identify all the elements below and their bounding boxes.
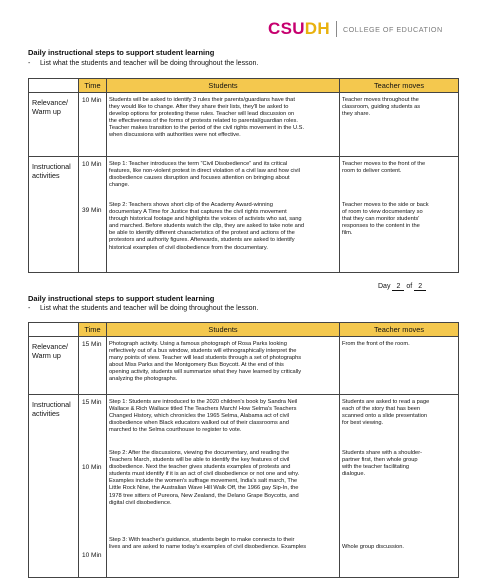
section-bullet-2 <box>28 305 258 312</box>
time-value: 10 Min <box>82 161 102 168</box>
time-value: 15 Min <box>82 399 102 406</box>
text-line: 1978 tree sitters of Pureora, New Zealand, the Delano Grape Boycotts, and <box>109 492 299 499</box>
logo-csu-text: CSU <box>268 19 305 38</box>
text-line: disobedience causes disruption and focuses attention on bringing about <box>109 175 290 182</box>
header-teacher-moves: Teacher moves <box>340 323 459 337</box>
text-line: Teacher makes transition to the period of the civil rights movement in the U.S. <box>109 125 305 132</box>
students-text <box>109 97 304 140</box>
students-cell <box>107 93 340 157</box>
table-row-instructional <box>29 395 459 578</box>
csudh-logo <box>268 20 443 38</box>
row-label <box>29 93 79 157</box>
table-row-instructional <box>29 157 459 273</box>
logo-dh-text: DH <box>304 19 330 38</box>
section-title-1: Daily instructional steps to support student learning <box>28 48 215 57</box>
teacher-text <box>342 97 420 118</box>
students-cell <box>107 395 340 578</box>
text-line: disobedience when Black educators walked out of their classrooms and <box>109 420 289 427</box>
bullet-dash: - <box>28 60 31 67</box>
text-line: Teacher moves throughout the <box>342 97 419 103</box>
header-time: Time <box>79 323 107 337</box>
text-line: Examples include the women's suffrage movement, India's salt march, The <box>109 478 298 485</box>
teacher-text <box>342 161 425 175</box>
teacher-text <box>342 202 429 237</box>
header-students: Students <box>107 79 340 93</box>
text-line: protestors and authority figures. Afterwards, students are asked to identify <box>109 237 295 244</box>
text-line: when discussions with authorities were not effective. <box>109 132 241 139</box>
table-row-relevance <box>29 337 459 395</box>
text-line: features, like non-violent protest in direct violation of a civil law and how civil <box>109 168 300 175</box>
text-line: room to deliver content. <box>342 168 402 175</box>
text-line: Step 2: Teachers shows short clip of the Academy Award-winning <box>109 202 273 208</box>
time-cell <box>79 337 107 395</box>
row-label-line: Warm up <box>32 107 61 116</box>
text-line: Teacher moves to the side or back <box>342 202 429 208</box>
text-line: historical examples of civil disobedience from the documentary. <box>109 244 268 251</box>
students-cell <box>107 337 340 395</box>
row-label-line: Relevance/ <box>32 98 68 107</box>
text-line: Step 1: Students are introduced to the 2020 children's book by Sandra Neil <box>109 399 298 405</box>
text-line: be able to identify different characteristics of the protest and actions of the <box>109 230 295 237</box>
text-line: for best viewing. <box>342 420 384 427</box>
text-line: opening activity, students will summarize what they have learned by critically <box>109 369 302 376</box>
text-line: From the front of the room. <box>342 341 410 347</box>
text-line: dialogue. <box>342 471 366 478</box>
of-label: of <box>406 283 413 290</box>
day-total: 2 <box>414 283 426 291</box>
text-line: many points of view. Teacher will lead students through a set of photographs <box>109 355 302 362</box>
bullet-text: List what the students and teacher will be doing throughout the lesson. <box>40 60 259 67</box>
text-line: develop options for protesting these rules. Teacher will lead discussion on <box>109 111 295 118</box>
teacher-cell <box>340 337 459 395</box>
row-label <box>29 337 79 395</box>
text-line: of room to view documentary so <box>342 209 423 216</box>
teacher-cell <box>340 395 459 578</box>
section-bullet-1 <box>28 60 258 67</box>
time-value: 10 Min <box>82 552 102 559</box>
text-line: Wallace & Rich Wallace titled The Teachers March! How Selma's Teachers <box>109 406 297 413</box>
teacher-text <box>342 450 422 478</box>
text-line: responses to the content in the <box>342 223 420 230</box>
text-line: film. <box>342 230 353 237</box>
time-cell <box>79 395 107 578</box>
time-cell <box>79 93 107 157</box>
lesson-table-1 <box>28 78 459 273</box>
text-line: Step 1: Teacher introduces the term “Civil Disobedience” and its critical <box>109 161 288 167</box>
time-value: 10 Min <box>82 464 102 471</box>
table-row-relevance <box>29 93 459 157</box>
text-line: through historical footage and highlights the voices of activists who sat, sang <box>109 216 302 223</box>
row-label-line: Relevance/ <box>32 342 68 351</box>
text-line: Step 3: With teacher's guidance, students begin to make connects to their <box>109 537 295 543</box>
row-label-line: Instructional <box>32 400 71 409</box>
section-title-2: Daily instructional steps to support student learning <box>28 294 215 303</box>
text-line: Little Rock Nine, the Australian Wave Hill Walk Off, the 1966 gay Sip-In, the <box>109 485 299 492</box>
text-line: documentary A Time for Justice that captures the civil rights movement <box>109 209 287 216</box>
text-line: they would like to change. After they share their lists, they'll be asked to <box>109 104 289 111</box>
text-line: that they can monitor students' <box>342 216 420 223</box>
row-label-line: Warm up <box>32 351 61 360</box>
text-line: reflectively out of a bus window, students will ethnographically interpret the <box>109 348 297 355</box>
text-line: students must identify if it is an act of civil disobedience or not one and why. <box>109 471 300 478</box>
text-line: Whole group discussion. <box>342 544 404 550</box>
logo-college-text: COLLEGE OF EDUCATION <box>342 24 443 34</box>
text-line: marched to the Selma courthouse to register to vote. <box>109 427 242 434</box>
header-blank <box>29 79 79 93</box>
row-label <box>29 395 79 578</box>
teacher-text <box>342 544 404 551</box>
time-cell <box>79 157 107 273</box>
text-line: the effectiveness of the forms of protests related to parental/guardian roles. <box>109 118 298 125</box>
day-counter <box>378 283 426 291</box>
text-line: partner first, then whole group <box>342 457 418 464</box>
table-header-row <box>29 79 459 93</box>
text-line: with the teacher facilitating <box>342 464 410 471</box>
lesson-table-2 <box>28 322 459 578</box>
time-value: 39 Min <box>82 207 102 214</box>
students-cell <box>107 157 340 273</box>
header-teacher-moves: Teacher moves <box>340 79 459 93</box>
text-line: about Miss Parks and the Montgomery Bus Boycott. At the end of this <box>109 362 284 369</box>
text-line: they share. <box>342 111 371 118</box>
students-text <box>109 161 300 189</box>
students-text <box>109 202 304 252</box>
teacher-cell <box>340 93 459 157</box>
text-line: change. <box>109 182 130 189</box>
header-blank <box>29 323 79 337</box>
teacher-text <box>342 341 410 348</box>
text-line: analyzing the photographs. <box>109 376 178 383</box>
bullet-text: List what the students and teacher will be doing throughout the lesson. <box>40 305 259 312</box>
text-line: disobedience. Next the teacher gives students examples of protests and <box>109 464 291 471</box>
header-students: Students <box>107 323 340 337</box>
text-line: Photograph activity. Using a famous photograph of Rosa Parks looking <box>109 341 287 347</box>
text-line: Students are asked to read a page <box>342 399 430 405</box>
teacher-text <box>342 399 429 427</box>
text-line: and marched. Before students watch the clip, they are asked to take note and <box>109 223 305 230</box>
bullet-dash: - <box>28 305 31 312</box>
text-line: scanned onto a slide presentation <box>342 413 428 420</box>
students-text <box>109 450 299 507</box>
row-label-line: activities <box>32 409 60 418</box>
text-line: Students share with a shoulder- <box>342 450 422 456</box>
row-label-line: Instructional <box>32 162 71 171</box>
teacher-cell <box>340 157 459 273</box>
text-line: classroom, guiding students as <box>342 104 421 111</box>
students-text <box>109 399 297 434</box>
students-text <box>109 341 301 384</box>
time-value: 10 Min <box>82 97 102 104</box>
header-time: Time <box>79 79 107 93</box>
text-line: Teacher moves to the front of the <box>342 161 426 167</box>
time-value: 15 Min <box>82 341 102 348</box>
text-line: digital civil disobedience. <box>109 499 172 506</box>
text-line: Students will be asked to identify 3 rules their parents/guardians have that <box>109 97 295 103</box>
table-header-row <box>29 323 459 337</box>
row-label-line: activities <box>32 171 60 180</box>
day-label: Day <box>378 283 391 290</box>
text-line: Step 2: After the discussions, viewing the documentary, and reading the <box>109 450 290 456</box>
day-number: 2 <box>392 283 404 291</box>
logo-divider <box>336 21 337 37</box>
text-line: each of the story that has been <box>342 406 421 413</box>
text-line: Teachers March, students will be able to identify the key features of civil <box>109 457 290 464</box>
text-line: lives and are asked to name today's examples of civil disobedience. Examples <box>109 544 307 551</box>
text-line: Changed History, which chronicles the 1965 Selma, Alabama act of civil <box>109 413 290 420</box>
row-label <box>29 157 79 273</box>
students-text <box>109 537 306 551</box>
